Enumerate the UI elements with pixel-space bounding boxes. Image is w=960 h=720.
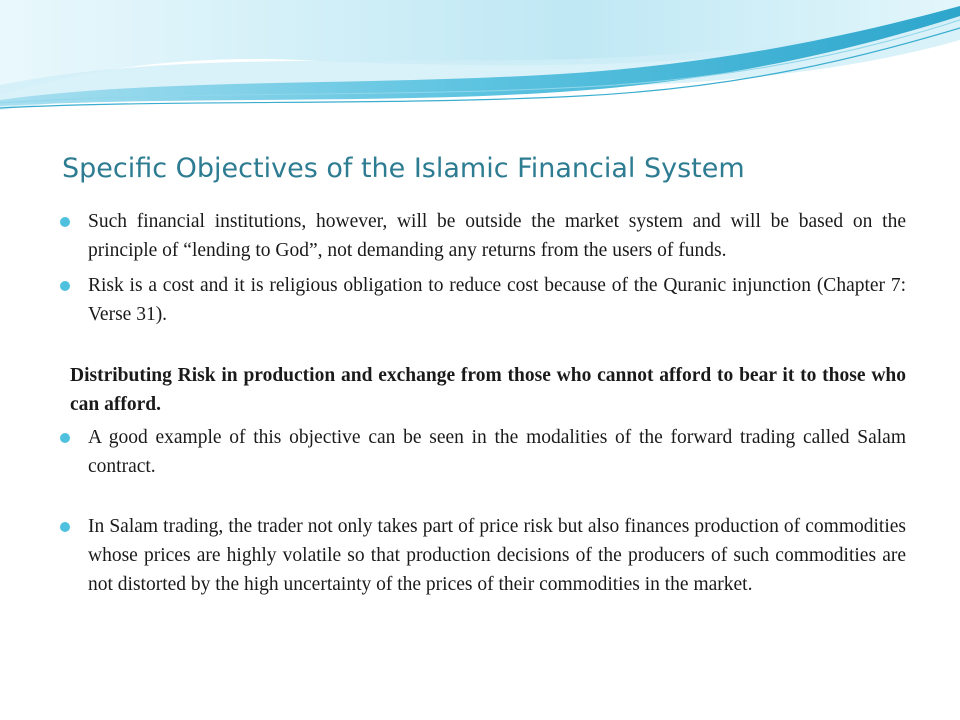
header-wave-decoration	[0, 0, 960, 140]
bullet-dot-icon	[60, 522, 70, 532]
section-heading: Distributing Risk in production and exchange from those who cannot afford to bear it to those who can afford.	[70, 365, 906, 415]
bullet-text: Such financial institutions, however, will be outside the market system and will be based on the principle of “lending to God”, not demanding any returns from the users of funds.	[88, 211, 906, 261]
bullet-item	[60, 207, 906, 265]
bullet-item	[60, 271, 906, 329]
bullet-dot-icon	[60, 433, 70, 443]
bullet-item	[60, 512, 906, 599]
bullet-dot-icon	[60, 281, 70, 291]
bullet-text: Risk is a cost and it is religious obligation to reduce cost because of the Quranic injunction (Chapter 7: Verse 31).	[88, 275, 906, 325]
slide-content	[60, 207, 906, 599]
slide-title: Specific Objectives of the Islamic Financial System	[62, 153, 745, 184]
bullet-item	[60, 423, 906, 481]
bullet-dot-icon	[60, 217, 70, 227]
bullet-text: In Salam trading, the trader not only takes part of price risk but also finances production of commodities whose prices are highly volatile so that production decisions of the producers of such commodities are not distorted by the high uncertainty of the prices of their commodities in the market.	[88, 516, 906, 595]
bullet-text: A good example of this objective can be seen in the modalities of the forward trading called Salam contract.	[88, 427, 906, 477]
